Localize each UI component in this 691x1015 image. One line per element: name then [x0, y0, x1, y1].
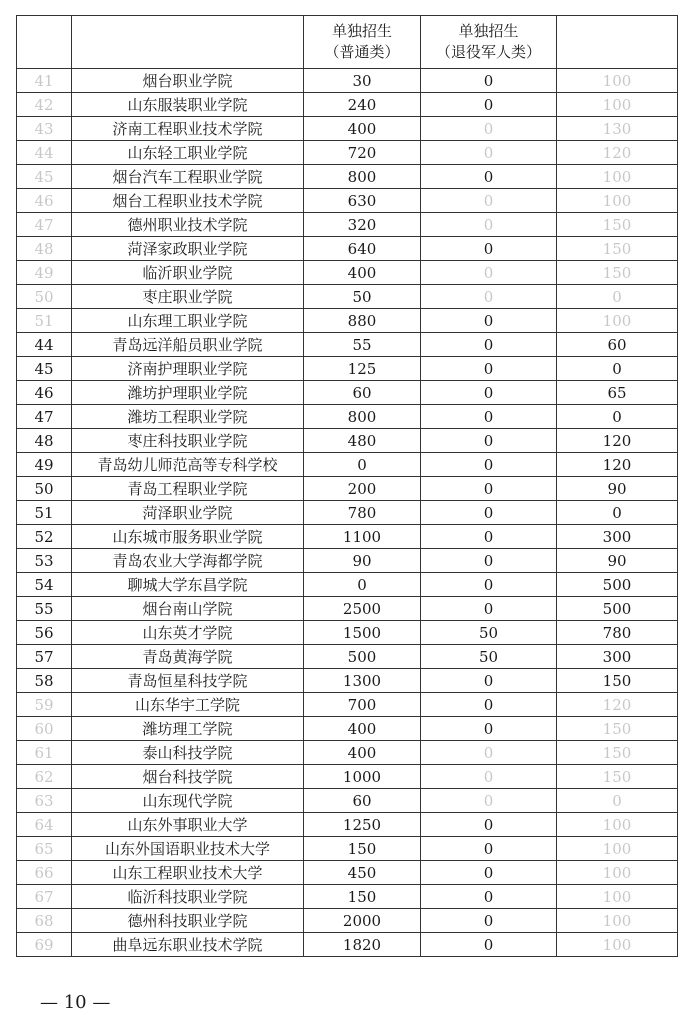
veteran-count-cell: 0	[421, 309, 557, 333]
table-row	[17, 741, 678, 765]
row-number-cell: 44	[17, 141, 72, 165]
veteran-count-cell: 0	[421, 573, 557, 597]
table-row	[17, 141, 678, 165]
veteran-count-cell: 50	[421, 645, 557, 669]
table-row	[17, 189, 678, 213]
table-row	[17, 765, 678, 789]
veteran-count-cell: 0	[421, 549, 557, 573]
general-count-cell: 700	[304, 693, 421, 717]
table-row	[17, 117, 678, 141]
page-number: — 10 —	[40, 992, 111, 1013]
col-c-cell: 100	[557, 165, 678, 189]
table-row	[17, 93, 678, 117]
general-count-cell: 2000	[304, 909, 421, 933]
table-row	[17, 309, 678, 333]
row-number-cell: 67	[17, 885, 72, 909]
veteran-count-cell: 0	[421, 165, 557, 189]
school-name-cell: 烟台工程职业技术学院	[72, 189, 304, 213]
school-name-cell: 青岛远洋船员职业学院	[72, 333, 304, 357]
table-row	[17, 909, 678, 933]
table-row	[17, 381, 678, 405]
row-number-cell: 46	[17, 189, 72, 213]
row-number-cell: 52	[17, 525, 72, 549]
row-number-cell: 41	[17, 69, 72, 93]
col-c-cell: 150	[557, 213, 678, 237]
school-name-cell: 德州科技职业学院	[72, 909, 304, 933]
general-count-cell: 1250	[304, 813, 421, 837]
row-number-cell: 47	[17, 213, 72, 237]
veteran-count-cell: 0	[421, 765, 557, 789]
school-name-cell: 德州职业技术学院	[72, 213, 304, 237]
school-name-cell: 临沂职业学院	[72, 261, 304, 285]
general-count-cell: 1000	[304, 765, 421, 789]
header-name	[72, 16, 304, 69]
row-number-cell: 47	[17, 405, 72, 429]
veteran-count-cell: 0	[421, 381, 557, 405]
row-number-cell: 56	[17, 621, 72, 645]
school-name-cell: 山东现代学院	[72, 789, 304, 813]
col-c-cell: 0	[557, 789, 678, 813]
header-col-c	[557, 16, 678, 69]
row-number-cell: 57	[17, 645, 72, 669]
row-number-cell: 62	[17, 765, 72, 789]
table-row	[17, 645, 678, 669]
general-count-cell: 150	[304, 837, 421, 861]
table-body	[17, 69, 678, 957]
school-name-cell: 山东英才学院	[72, 621, 304, 645]
table-row	[17, 885, 678, 909]
general-count-cell: 800	[304, 165, 421, 189]
general-count-cell: 780	[304, 501, 421, 525]
table-row	[17, 429, 678, 453]
school-name-cell: 枣庄职业学院	[72, 285, 304, 309]
general-count-cell: 55	[304, 333, 421, 357]
table-row	[17, 597, 678, 621]
veteran-count-cell: 0	[421, 597, 557, 621]
veteran-count-cell: 0	[421, 405, 557, 429]
col-c-cell: 0	[557, 285, 678, 309]
veteran-count-cell: 0	[421, 429, 557, 453]
col-c-cell: 100	[557, 885, 678, 909]
col-c-cell: 150	[557, 261, 678, 285]
school-name-cell: 菏泽家政职业学院	[72, 237, 304, 261]
general-count-cell: 125	[304, 357, 421, 381]
row-number-cell: 48	[17, 237, 72, 261]
general-count-cell: 320	[304, 213, 421, 237]
row-number-cell: 50	[17, 285, 72, 309]
general-count-cell: 640	[304, 237, 421, 261]
col-c-cell: 150	[557, 237, 678, 261]
veteran-count-cell: 0	[421, 933, 557, 957]
col-c-cell: 0	[557, 405, 678, 429]
table-row	[17, 693, 678, 717]
veteran-count-cell: 0	[421, 813, 557, 837]
row-number-cell: 58	[17, 669, 72, 693]
table-row	[17, 669, 678, 693]
header-single-recruit-general	[304, 16, 421, 69]
school-name-cell: 烟台职业学院	[72, 69, 304, 93]
veteran-count-cell: 0	[421, 741, 557, 765]
row-number-cell: 45	[17, 165, 72, 189]
general-count-cell: 1100	[304, 525, 421, 549]
row-number-cell: 63	[17, 789, 72, 813]
col-c-cell: 100	[557, 69, 678, 93]
header-num	[17, 16, 72, 69]
header-single-recruit-veteran	[421, 16, 557, 69]
col-c-cell: 100	[557, 909, 678, 933]
veteran-count-cell: 0	[421, 693, 557, 717]
school-name-cell: 菏泽职业学院	[72, 501, 304, 525]
table-row	[17, 213, 678, 237]
col-c-cell: 120	[557, 429, 678, 453]
veteran-count-cell: 0	[421, 237, 557, 261]
school-name-cell: 山东理工职业学院	[72, 309, 304, 333]
col-c-cell: 100	[557, 933, 678, 957]
enrollment-table	[16, 15, 678, 957]
veteran-count-cell: 0	[421, 669, 557, 693]
general-count-cell: 720	[304, 141, 421, 165]
school-name-cell: 枣庄科技职业学院	[72, 429, 304, 453]
col-c-cell: 150	[557, 717, 678, 741]
col-c-cell: 100	[557, 93, 678, 117]
table-row	[17, 165, 678, 189]
school-name-cell: 烟台汽车工程职业学院	[72, 165, 304, 189]
table-row	[17, 501, 678, 525]
general-count-cell: 0	[304, 453, 421, 477]
row-number-cell: 48	[17, 429, 72, 453]
row-number-cell: 42	[17, 93, 72, 117]
school-name-cell: 泰山科技学院	[72, 741, 304, 765]
general-count-cell: 60	[304, 789, 421, 813]
general-count-cell: 90	[304, 549, 421, 573]
row-number-cell: 64	[17, 813, 72, 837]
school-name-cell: 青岛工程职业学院	[72, 477, 304, 501]
col-c-cell: 120	[557, 453, 678, 477]
general-count-cell: 480	[304, 429, 421, 453]
table-row	[17, 453, 678, 477]
col-c-cell: 150	[557, 741, 678, 765]
row-number-cell: 65	[17, 837, 72, 861]
row-number-cell: 44	[17, 333, 72, 357]
general-count-cell: 50	[304, 285, 421, 309]
school-name-cell: 烟台科技学院	[72, 765, 304, 789]
general-count-cell: 200	[304, 477, 421, 501]
header-a-line1: 单独招生	[331, 22, 392, 40]
col-c-cell: 150	[557, 765, 678, 789]
school-name-cell: 临沂科技职业学院	[72, 885, 304, 909]
col-c-cell: 780	[557, 621, 678, 645]
row-number-cell: 45	[17, 357, 72, 381]
col-c-cell: 0	[557, 357, 678, 381]
veteran-count-cell: 0	[421, 525, 557, 549]
veteran-count-cell: 0	[421, 189, 557, 213]
general-count-cell: 400	[304, 261, 421, 285]
table-row	[17, 333, 678, 357]
col-c-cell: 100	[557, 189, 678, 213]
row-number-cell: 43	[17, 117, 72, 141]
general-count-cell: 30	[304, 69, 421, 93]
school-name-cell: 烟台南山学院	[72, 597, 304, 621]
row-number-cell: 50	[17, 477, 72, 501]
header-a-line2: （普通类）	[324, 43, 400, 61]
col-c-cell: 120	[557, 693, 678, 717]
table-row	[17, 549, 678, 573]
general-count-cell: 400	[304, 717, 421, 741]
general-count-cell: 0	[304, 573, 421, 597]
col-c-cell: 130	[557, 117, 678, 141]
row-number-cell: 49	[17, 261, 72, 285]
veteran-count-cell: 0	[421, 837, 557, 861]
general-count-cell: 60	[304, 381, 421, 405]
col-c-cell: 65	[557, 381, 678, 405]
veteran-count-cell: 0	[421, 357, 557, 381]
school-name-cell: 济南工程职业技术学院	[72, 117, 304, 141]
school-name-cell: 青岛农业大学海都学院	[72, 549, 304, 573]
header-b-line1: 单独招生	[458, 22, 519, 40]
general-count-cell: 630	[304, 189, 421, 213]
table-row	[17, 621, 678, 645]
row-number-cell: 61	[17, 741, 72, 765]
table-row	[17, 405, 678, 429]
general-count-cell: 240	[304, 93, 421, 117]
school-name-cell: 潍坊工程职业学院	[72, 405, 304, 429]
school-name-cell: 山东服装职业学院	[72, 93, 304, 117]
school-name-cell: 山东外事职业大学	[72, 813, 304, 837]
col-c-cell: 0	[557, 501, 678, 525]
school-name-cell: 山东轻工职业学院	[72, 141, 304, 165]
general-count-cell: 400	[304, 117, 421, 141]
row-number-cell: 51	[17, 309, 72, 333]
school-name-cell: 潍坊理工学院	[72, 717, 304, 741]
col-c-cell: 300	[557, 525, 678, 549]
table-row	[17, 813, 678, 837]
col-c-cell: 120	[557, 141, 678, 165]
table-row	[17, 261, 678, 285]
table-row	[17, 525, 678, 549]
veteran-count-cell: 0	[421, 501, 557, 525]
table-row	[17, 837, 678, 861]
table-row	[17, 69, 678, 93]
row-number-cell: 51	[17, 501, 72, 525]
row-number-cell: 55	[17, 597, 72, 621]
table-row	[17, 789, 678, 813]
school-name-cell: 山东工程职业技术大学	[72, 861, 304, 885]
row-number-cell: 46	[17, 381, 72, 405]
school-name-cell: 潍坊护理职业学院	[72, 381, 304, 405]
school-name-cell: 青岛恒星科技学院	[72, 669, 304, 693]
veteran-count-cell: 0	[421, 333, 557, 357]
col-c-cell: 100	[557, 861, 678, 885]
general-count-cell: 1300	[304, 669, 421, 693]
veteran-count-cell: 0	[421, 93, 557, 117]
general-count-cell: 800	[304, 405, 421, 429]
table-row	[17, 861, 678, 885]
veteran-count-cell: 0	[421, 285, 557, 309]
general-count-cell: 1500	[304, 621, 421, 645]
school-name-cell: 聊城大学东昌学院	[72, 573, 304, 597]
general-count-cell: 500	[304, 645, 421, 669]
veteran-count-cell: 0	[421, 141, 557, 165]
row-number-cell: 68	[17, 909, 72, 933]
table-row	[17, 573, 678, 597]
col-c-cell: 150	[557, 669, 678, 693]
general-count-cell: 150	[304, 885, 421, 909]
row-number-cell: 66	[17, 861, 72, 885]
row-number-cell: 59	[17, 693, 72, 717]
school-name-cell: 青岛黄海学院	[72, 645, 304, 669]
school-name-cell: 山东外国语职业技术大学	[72, 837, 304, 861]
veteran-count-cell: 0	[421, 861, 557, 885]
col-c-cell: 500	[557, 573, 678, 597]
col-c-cell: 60	[557, 333, 678, 357]
veteran-count-cell: 0	[421, 909, 557, 933]
col-c-cell: 100	[557, 837, 678, 861]
col-c-cell: 90	[557, 477, 678, 501]
row-number-cell: 54	[17, 573, 72, 597]
school-name-cell: 山东华宇工学院	[72, 693, 304, 717]
school-name-cell: 曲阜远东职业技术学院	[72, 933, 304, 957]
row-number-cell: 60	[17, 717, 72, 741]
veteran-count-cell: 0	[421, 69, 557, 93]
table-header-row	[17, 16, 678, 69]
veteran-count-cell: 0	[421, 717, 557, 741]
table-row	[17, 717, 678, 741]
veteran-count-cell: 0	[421, 213, 557, 237]
school-name-cell: 青岛幼儿师范高等专科学校	[72, 453, 304, 477]
general-count-cell: 400	[304, 741, 421, 765]
veteran-count-cell: 0	[421, 885, 557, 909]
col-c-cell: 100	[557, 813, 678, 837]
general-count-cell: 1820	[304, 933, 421, 957]
veteran-count-cell: 50	[421, 621, 557, 645]
general-count-cell: 880	[304, 309, 421, 333]
veteran-count-cell: 0	[421, 453, 557, 477]
veteran-count-cell: 0	[421, 261, 557, 285]
row-number-cell: 49	[17, 453, 72, 477]
general-count-cell: 2500	[304, 597, 421, 621]
col-c-cell: 100	[557, 309, 678, 333]
col-c-cell: 300	[557, 645, 678, 669]
col-c-cell: 500	[557, 597, 678, 621]
general-count-cell: 450	[304, 861, 421, 885]
col-c-cell: 90	[557, 549, 678, 573]
row-number-cell: 69	[17, 933, 72, 957]
school-name-cell: 山东城市服务职业学院	[72, 525, 304, 549]
table-row	[17, 933, 678, 957]
header-b-line2: （退役军人类）	[435, 43, 541, 61]
table-row	[17, 237, 678, 261]
table-row	[17, 477, 678, 501]
veteran-count-cell: 0	[421, 477, 557, 501]
veteran-count-cell: 0	[421, 117, 557, 141]
table-row	[17, 285, 678, 309]
table-row	[17, 357, 678, 381]
veteran-count-cell: 0	[421, 789, 557, 813]
school-name-cell: 济南护理职业学院	[72, 357, 304, 381]
row-number-cell: 53	[17, 549, 72, 573]
